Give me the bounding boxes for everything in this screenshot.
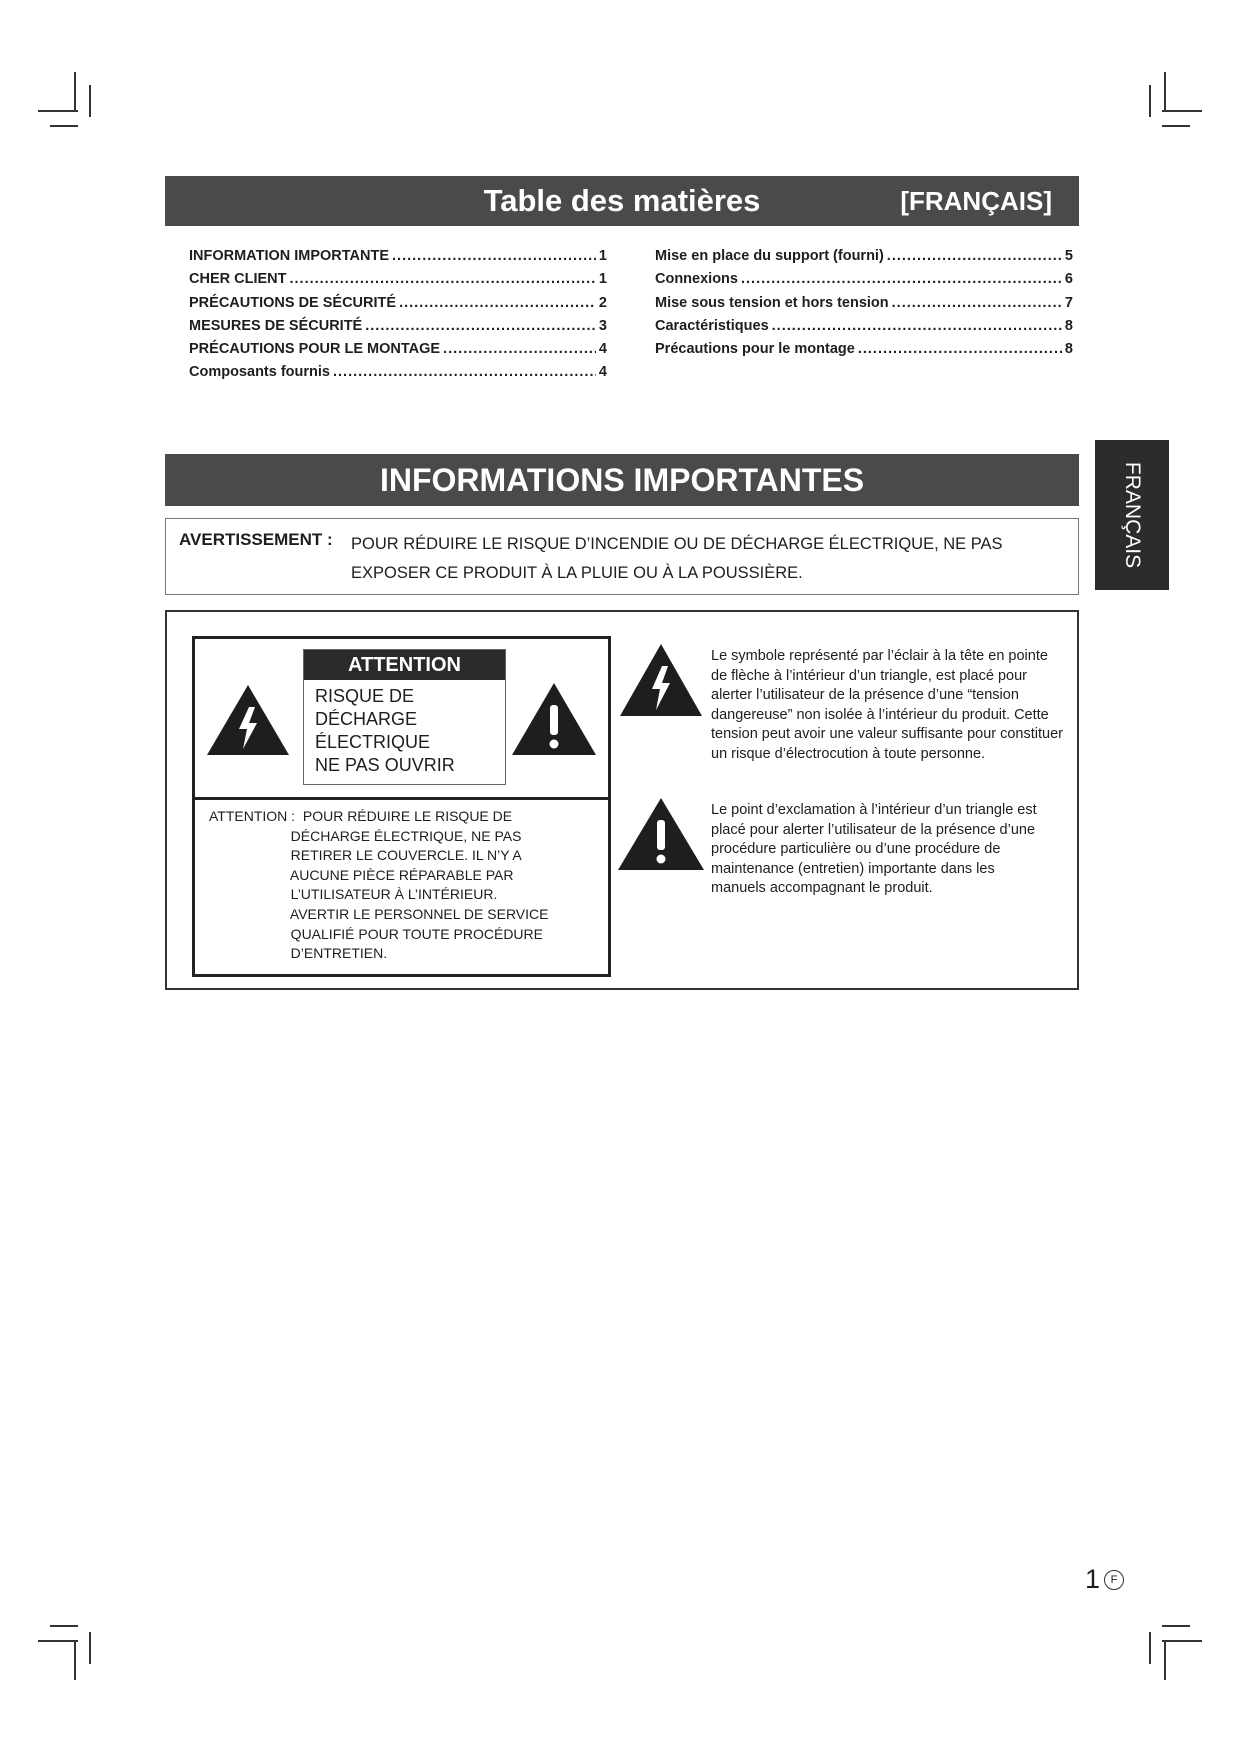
safety-symbols-box	[165, 610, 1079, 990]
toc-entry[interactable]: PRÉCAUTIONS POUR LE MONTAGE ..... 4	[189, 341, 607, 364]
toc-entry[interactable]: INFORMATION IMPORTANTE ..... 1	[189, 248, 607, 271]
warning-box	[165, 518, 1079, 595]
lightning-symbol-description: Le symbole représenté par l’éclair à la tête en pointe de flèche à l’intérieur d’un triangle, est placé pour alerter l’utilisateur de la présence d’une “tension dangereuse” non isolée à l’intérieur du produit. Cette tension peut avoir une valeur suffisante pour constituer un risque d’électrocution à toute personne.	[711, 648, 1063, 762]
toc-entry[interactable]: Composants fournis ..... 4	[189, 364, 607, 387]
page-language-mark: F	[1104, 1570, 1124, 1590]
caution-line: RISQUE DE DÉCHARGE	[315, 686, 418, 729]
toc-entry[interactable]: MESURES DE SÉCURITÉ ..... 3	[189, 318, 607, 341]
lightning-warning-icon	[618, 642, 704, 718]
caution-text: ATTENTION : POUR RÉDUIRE LE RISQUE DE DÉCHARGE ÉLECTRIQUE, NE PAS RETIRER LE COUVERCLE. IL N’Y A AUCUNE PIÈCE RÉPARABLE PAR L’UTILISATEUR À L’INTÉRIEUR. AVERTIR LE PERSONNEL DE SERVICE QUALIFIÉ POUR TOUTE PROCÉDURE D’ENTRETIEN.	[209, 808, 549, 962]
important-header	[165, 454, 1079, 506]
toc-entry[interactable]: Caractéristiques ..... 8	[655, 318, 1073, 341]
caution-label	[192, 636, 611, 977]
toc-entry[interactable]: Précautions pour le montage ..... 8	[655, 341, 1073, 364]
page-number-value: 1	[1085, 1564, 1101, 1594]
toc-language: [FRANÇAIS]	[900, 186, 1052, 216]
side-tab-label: FRANÇAIS	[1121, 461, 1144, 569]
toc-left-column	[189, 248, 607, 388]
exclamation-symbol-description: Le point d’exclamation à l’intérieur d’un triangle est placé pour alerter l’utilisateur de la présence d’une procédure particulière ou d’une procédure de maintenance (entretien) importante dans les manuels accompagnant le produit.	[711, 802, 1037, 897]
caution-inner-box	[303, 649, 506, 785]
page-number	[1085, 1564, 1124, 1595]
toc-header	[165, 176, 1079, 226]
exclamation-warning-icon	[510, 681, 598, 757]
toc-entry[interactable]: CHER CLIENT ..... 1	[189, 271, 607, 294]
toc-entry[interactable]: Mise en place du support (fourni) ..... 5	[655, 248, 1073, 271]
toc-entry[interactable]: Connexions ..... 6	[655, 271, 1073, 294]
lightning-warning-icon	[205, 683, 291, 757]
warning-text: POUR RÉDUIRE LE RISQUE D’INCENDIE OU DE DÉCHARGE ÉLECTRIQUE, NE PAS EXPOSER CE PRODUIT À LA PLUIE OU À LA POUSSIÈRE.	[351, 535, 1003, 582]
important-title: INFORMATIONS IMPORTANTES	[379, 462, 865, 498]
toc-entry[interactable]: Mise sous tension et hors tension ..... 7	[655, 295, 1073, 318]
language-side-tab	[1095, 440, 1169, 590]
caution-heading: ATTENTION	[304, 650, 505, 680]
exclamation-warning-icon	[616, 796, 706, 872]
toc-title: Table des matières	[483, 183, 761, 218]
divider	[195, 797, 608, 800]
caution-line: NE PAS OUVRIR	[315, 755, 455, 775]
warning-label: AVERTISSEMENT :	[179, 530, 333, 549]
toc-right-column	[655, 248, 1073, 364]
caution-line: ÉLECTRIQUE	[315, 732, 431, 752]
toc-entry[interactable]: PRÉCAUTIONS DE SÉCURITÉ ..... 2	[189, 295, 607, 318]
